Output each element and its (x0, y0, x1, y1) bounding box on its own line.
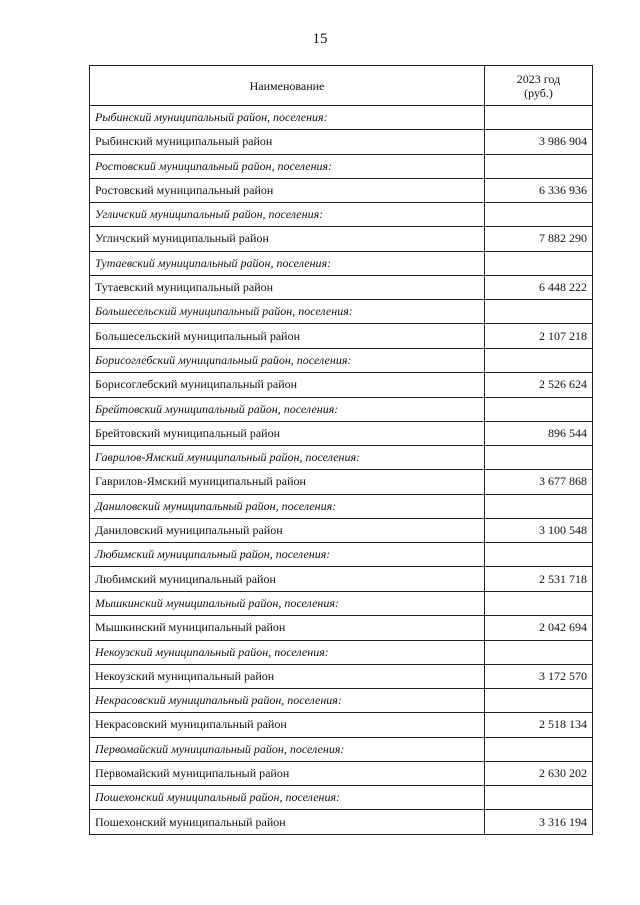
district-name: Рыбинский муниципальный район (90, 130, 485, 155)
table-row (90, 664, 593, 689)
group-amount-cell (485, 591, 593, 615)
group-amount-cell (485, 203, 593, 227)
table-row (90, 324, 593, 349)
group-row (90, 154, 593, 178)
district-amount: 2 526 624 (485, 372, 593, 397)
district-amount: 3 316 194 (485, 810, 593, 835)
group-amount-cell (485, 689, 593, 713)
table-row (90, 615, 593, 640)
group-label: Борисоглебский муниципальный район, поселения: (90, 348, 485, 372)
table-header-row (90, 66, 593, 106)
table-row (90, 130, 593, 155)
column-header-name: Наименование (90, 66, 485, 106)
district-amount: 7 882 290 (485, 227, 593, 252)
district-name: Некоузский муниципальный район (90, 664, 485, 689)
group-label: Ростовский муниципальный район, поселения: (90, 154, 485, 178)
group-row (90, 737, 593, 761)
group-amount-cell (485, 251, 593, 275)
table-row (90, 178, 593, 203)
group-row (90, 591, 593, 615)
district-name: Борисоглебский муниципальный район (90, 372, 485, 397)
group-label: Даниловский муниципальный район, поселения: (90, 494, 485, 518)
table-row (90, 761, 593, 786)
district-name: Ростовский муниципальный район (90, 178, 485, 203)
group-row (90, 300, 593, 324)
group-label: Рыбинский муниципальный район, поселения: (90, 106, 485, 130)
district-amount: 3 677 868 (485, 470, 593, 495)
district-amount: 3 986 904 (485, 130, 593, 155)
district-name: Пошехонский муниципальный район (90, 810, 485, 835)
group-row (90, 786, 593, 810)
group-amount-cell (485, 737, 593, 761)
district-name: Любимский муниципальный район (90, 567, 485, 592)
district-name: Гаврилов-Ямский муниципальный район (90, 470, 485, 495)
district-amount: 2 107 218 (485, 324, 593, 349)
group-label: Любимский муниципальный район, поселения: (90, 543, 485, 567)
table-body (90, 106, 593, 835)
group-label: Угличский муниципальный район, поселения: (90, 203, 485, 227)
district-name: Некрасовский муниципальный район (90, 713, 485, 738)
group-label: Гаврилов-Ямский муниципальный район, поселения: (90, 446, 485, 470)
group-label: Большесельский муниципальный район, поселения: (90, 300, 485, 324)
district-name: Брейтовский муниципальный район (90, 421, 485, 446)
district-name: Тутаевский муниципальный район (90, 275, 485, 300)
table-row (90, 372, 593, 397)
group-label: Мышкинский муниципальный район, поселения: (90, 591, 485, 615)
group-amount-cell (485, 300, 593, 324)
district-amount: 6 336 936 (485, 178, 593, 203)
group-label: Первомайский муниципальный район, поселения: (90, 737, 485, 761)
page-number: 15 (312, 31, 328, 47)
budget-table (89, 65, 593, 835)
district-name: Первомайский муниципальный район (90, 761, 485, 786)
group-row (90, 348, 593, 372)
district-amount: 2 518 134 (485, 713, 593, 738)
group-label: Некрасовский муниципальный район, поселения: (90, 689, 485, 713)
table-row (90, 713, 593, 738)
group-row (90, 251, 593, 275)
district-name: Большесельский муниципальный район (90, 324, 485, 349)
group-amount-cell (485, 446, 593, 470)
group-row (90, 106, 593, 130)
district-amount: 896 544 (485, 421, 593, 446)
district-name: Мышкинский муниципальный район (90, 615, 485, 640)
group-row (90, 446, 593, 470)
group-row (90, 397, 593, 421)
group-amount-cell (485, 397, 593, 421)
group-label: Пошехонский муниципальный район, поселения: (90, 786, 485, 810)
group-row (90, 494, 593, 518)
table-row (90, 810, 593, 835)
column-header-year (485, 66, 593, 106)
district-name: Угличский муниципальный район (90, 227, 485, 252)
group-amount-cell (485, 106, 593, 130)
district-amount: 2 630 202 (485, 761, 593, 786)
table-row (90, 227, 593, 252)
column-header-unit: (руб.) (524, 85, 553, 100)
group-label: Некоузский муниципальный район, поселения: (90, 640, 485, 664)
group-row (90, 689, 593, 713)
group-row (90, 203, 593, 227)
district-amount: 3 172 570 (485, 664, 593, 689)
group-row (90, 640, 593, 664)
table-row (90, 275, 593, 300)
district-amount: 6 448 222 (485, 275, 593, 300)
group-row (90, 543, 593, 567)
group-amount-cell (485, 640, 593, 664)
district-name: Даниловский муниципальный район (90, 518, 485, 543)
district-amount: 2 042 694 (485, 615, 593, 640)
table-row (90, 421, 593, 446)
district-amount: 3 100 548 (485, 518, 593, 543)
table-row (90, 470, 593, 495)
group-amount-cell (485, 154, 593, 178)
group-amount-cell (485, 348, 593, 372)
table-row (90, 567, 593, 592)
group-amount-cell (485, 494, 593, 518)
group-amount-cell (485, 786, 593, 810)
group-label: Тутаевский муниципальный район, поселения: (90, 251, 485, 275)
column-header-year-label: 2023 год (516, 71, 561, 86)
table-row (90, 518, 593, 543)
group-label: Брейтовский муниципальный район, поселения: (90, 397, 485, 421)
group-amount-cell (485, 543, 593, 567)
district-amount: 2 531 718 (485, 567, 593, 592)
